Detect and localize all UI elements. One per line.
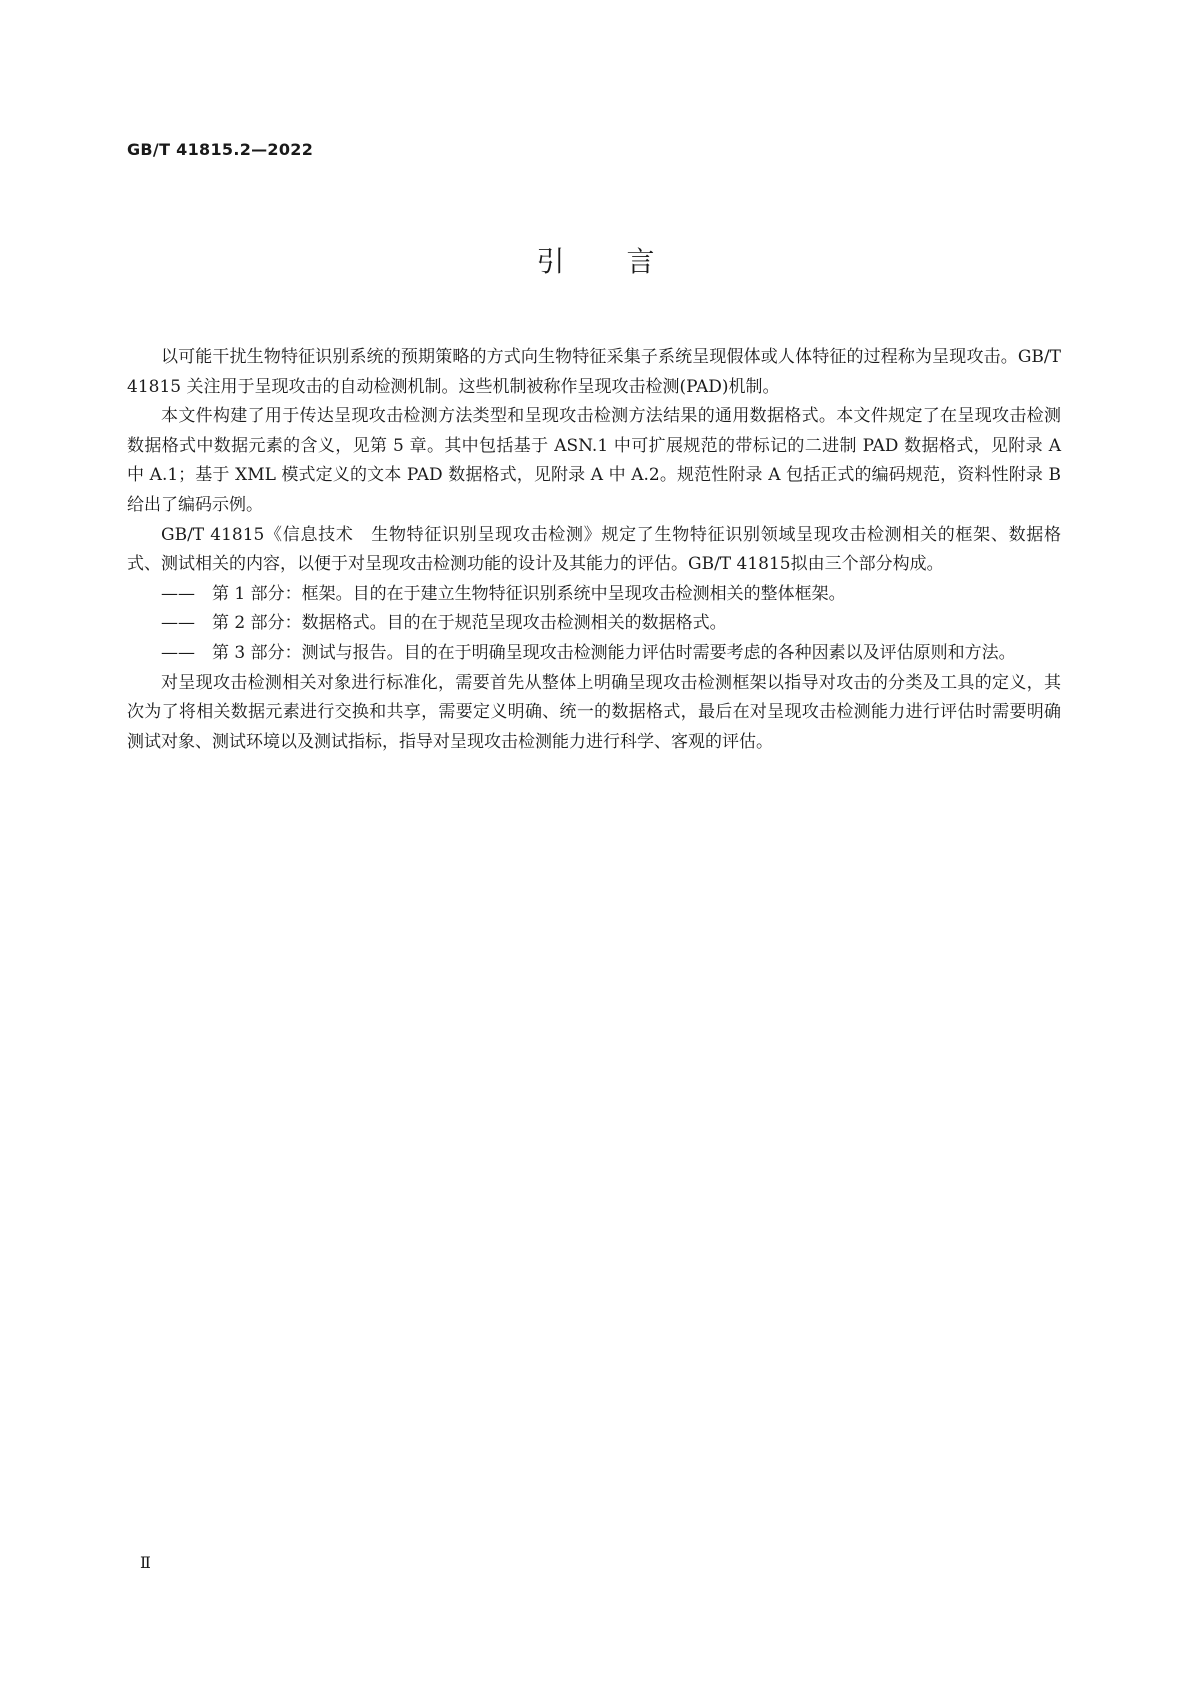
list-item (127, 639, 1061, 669)
list-dash: —— (161, 613, 195, 634)
page-number: Ⅱ (140, 1553, 151, 1572)
standard-code: GB/T 41815.2—2022 (127, 140, 314, 159)
paragraph: 对呈现攻击检测相关对象进行标准化，需要首先从整体上明确呈现攻击检测框架以指导对攻击的分类及工具的定义，其次为了将相关数据元素进行交换和共享，需要定义明确、统一的数据格式，最后在对呈现攻击检测能力进行评估时需要明确测试对象、测试环境以及测试指标，指导对呈现攻击检测能力进行科学、客观的评估。 (127, 672, 1061, 752)
list-item-text: 第 2 部分：数据格式。目的在于规范呈现攻击检测相关的数据格式。 (212, 613, 727, 634)
paragraph: GB/T 41815《信息技术 生物特征识别呈现攻击检测》规定了生物特征识别领域呈现攻击检测相关的框架、数据格式、测试相关的内容，以便于对呈现攻击检测功能的设计及其能力的评估。GB/T 41815拟由三个部分构成。 (127, 524, 1061, 575)
paragraph: 以可能干扰生物特征识别系统的预期策略的方式向生物特征采集子系统呈现假体或人体特征的过程称为呈现攻击。GB/T 41815 关注用于呈现攻击的自动检测机制。这些机制被称作呈现攻击检测(PAD)机制。 (127, 347, 1061, 397)
list-dash: —— (161, 583, 195, 604)
page-title: 引言 (536, 245, 717, 278)
list-item-text: 第 1 部分：框架。目的在于建立生物特征识别系统中呈现攻击检测相关的整体框架。 (212, 583, 846, 604)
document-body (127, 343, 1061, 757)
paragraph: 本文件构建了用于传达呈现攻击检测方法类型和呈现攻击检测方法结果的通用数据格式。本文件规定了在呈现攻击检测数据格式中数据元素的含义，见第 5 章。其中包括基于 ASN.1 中可扩展规范的带标记的二进制 PAD 数据格式，见附录 A 中 A.1；基于 XML 模式定义的文本 PAD 数据格式，见附录 A 中 A.2。规范性附录 A 包括正式的编码规范，资料性附录 B 给出了编码示例。 (127, 406, 1061, 515)
list-item-text: 第 3 部分：测试与报告。目的在于明确呈现攻击检测能力评估时需要考虑的各种因素以及评估原则和方法。 (212, 642, 1016, 663)
list-item (127, 609, 1061, 639)
list-dash: —— (161, 642, 195, 663)
list-item (127, 580, 1061, 610)
